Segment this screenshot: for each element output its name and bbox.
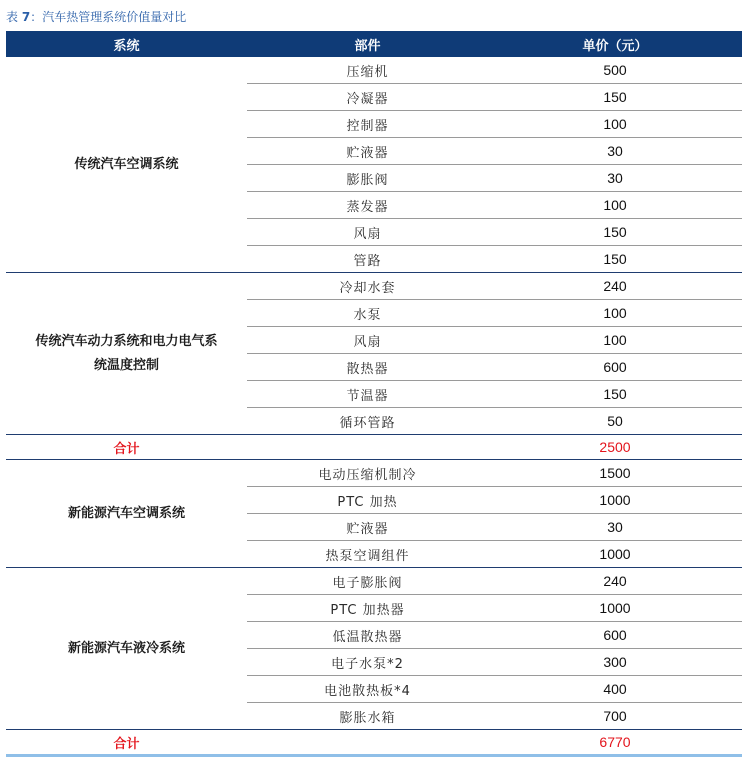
part-cell: 热泵空调组件 [247, 541, 488, 568]
price-cell: 1000 [488, 487, 742, 514]
price-cell: 50 [488, 408, 742, 435]
part-cell: 水泵 [247, 300, 488, 327]
part-cell: 风扇 [247, 219, 488, 246]
price-cell: 1000 [488, 595, 742, 622]
price-cell: 400 [488, 676, 742, 703]
total-empty-cell [247, 730, 488, 756]
part-cell: 电子水泵*2 [247, 649, 488, 676]
price-cell: 240 [488, 273, 742, 300]
price-cell: 30 [488, 165, 742, 192]
price-cell: 150 [488, 219, 742, 246]
part-cell: 冷却水套 [247, 273, 488, 300]
price-cell: 30 [488, 514, 742, 541]
price-cell: 150 [488, 246, 742, 273]
price-cell: 30 [488, 138, 742, 165]
system-cell [6, 568, 247, 730]
price-cell: 100 [488, 111, 742, 138]
part-cell: 压缩机 [247, 57, 488, 84]
system-name-line: 新能源汽车液冷系统 [67, 640, 185, 656]
total-value: 2500 [488, 435, 742, 460]
header-price: 单价（元） [488, 31, 742, 57]
header-row [6, 31, 742, 57]
table-caption [6, 6, 186, 28]
price-cell: 1500 [488, 460, 742, 487]
part-cell: 控制器 [247, 111, 488, 138]
system-cell [6, 57, 247, 273]
total-empty-cell [247, 435, 488, 460]
part-cell: 循环管路 [247, 408, 488, 435]
part-cell: 风扇 [247, 327, 488, 354]
system-cell [6, 273, 247, 435]
total-row [6, 435, 742, 460]
table-row [6, 460, 742, 487]
price-cell: 500 [488, 57, 742, 84]
table-body [6, 57, 742, 756]
total-label: 合计 [6, 435, 247, 460]
total-label: 合计 [6, 730, 247, 756]
part-cell: 冷凝器 [247, 84, 488, 111]
table-row [6, 57, 742, 84]
price-cell: 100 [488, 192, 742, 219]
price-cell: 300 [488, 649, 742, 676]
part-cell: 管路 [247, 246, 488, 273]
part-cell: 蒸发器 [247, 192, 488, 219]
table-header [6, 31, 742, 57]
system-name-line: 统温度控制 [93, 357, 159, 373]
part-cell: PTC 加热 [247, 487, 488, 514]
price-cell: 240 [488, 568, 742, 595]
system-cell [6, 460, 247, 568]
price-cell: 150 [488, 84, 742, 111]
price-cell: 600 [488, 622, 742, 649]
caption-title: 汽车热管理系统价值量对比 [42, 10, 187, 24]
part-cell: 贮液器 [247, 138, 488, 165]
part-cell: 散热器 [247, 354, 488, 381]
price-cell: 150 [488, 381, 742, 408]
part-cell: 膨胀水箱 [247, 703, 488, 730]
part-cell: 电池散热板*4 [247, 676, 488, 703]
total-value: 6770 [488, 730, 742, 756]
system-name-line: 传统汽车动力系统和电力电气系 [35, 333, 218, 349]
part-cell: 低温散热器 [247, 622, 488, 649]
price-cell: 100 [488, 327, 742, 354]
price-cell: 600 [488, 354, 742, 381]
table-row [6, 568, 742, 595]
part-cell: 膨胀阀 [247, 165, 488, 192]
value-comparison-table [6, 31, 742, 757]
part-cell: 电动压缩机制冷 [247, 460, 488, 487]
part-cell: 节温器 [247, 381, 488, 408]
header-part: 部件 [247, 31, 488, 57]
part-cell: PTC 加热器 [247, 595, 488, 622]
price-cell: 700 [488, 703, 742, 730]
part-cell: 贮液器 [247, 514, 488, 541]
system-name-line: 传统汽车空调系统 [74, 156, 179, 172]
part-cell: 电子膨胀阀 [247, 568, 488, 595]
price-cell: 1000 [488, 541, 742, 568]
caption-separator: ： [30, 10, 43, 24]
caption-number: 7 [21, 10, 31, 24]
table-row [6, 273, 742, 300]
total-row [6, 730, 742, 756]
system-name-line: 新能源汽车空调系统 [67, 505, 185, 521]
caption-prefix: 表 [6, 10, 22, 24]
header-system: 系统 [6, 31, 247, 57]
price-cell: 100 [488, 300, 742, 327]
